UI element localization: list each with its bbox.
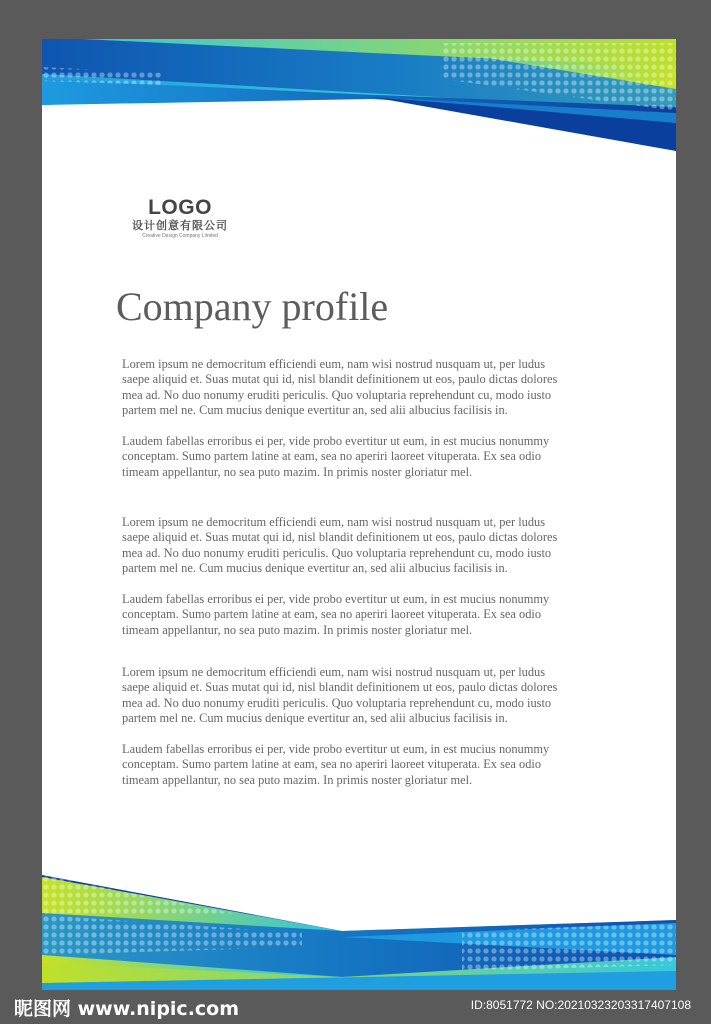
- site-watermark: 昵图网 www.nipic.com: [14, 998, 240, 1020]
- image-id-watermark: ID:8051772 NO:20210323203317407108: [470, 998, 691, 1012]
- text-line: mea ad. No duo nonumy eruditi periculis. Quo voluptaria reprehendunt cu, modo iusto: [122, 387, 552, 402]
- text-line: conceptam. Sumo partem latine at eam, sea no aperiri laoreet vituperata. Ex sea odio: [122, 757, 542, 772]
- text-line: saepe aliquid et. Suas mutat qui id, nisl blandit definitionem ut eos, paulo dictas dolores: [122, 372, 558, 387]
- letterhead-page: [42, 39, 676, 990]
- section-3-paragraph-2: [122, 742, 602, 788]
- company-logo: [118, 197, 242, 240]
- text-line: Lorem ipsum ne democritum efficiendi eum, nam wisi nostrud nusquam ut, per ludus: [122, 665, 546, 679]
- text-line: Lorem ipsum ne democritum efficiendi eum, nam wisi nostrud nusquam ut, per ludus: [122, 357, 546, 371]
- text-line: timeam appellantur, no sea puto mazim. In primis noster gloriatur mel.: [122, 464, 473, 479]
- text-line: timeam appellantur, no sea puto mazim. In primis noster gloriatur mel.: [122, 622, 473, 637]
- section-1-paragraph-1: [122, 357, 602, 419]
- text-line: partem mel ne. Cum mucius denique evertitur an, sed alii albucius facilisis in.: [122, 711, 508, 726]
- watermark-bar: [0, 990, 711, 1024]
- text-line: Laudem fabellas erroribus ei per, vide probo evertitur ut eum, in est mucius nonummy: [122, 434, 550, 448]
- text-line: partem mel ne. Cum mucius denique evertitur an, sed alii albucius facilisis in.: [122, 561, 508, 576]
- text-line: saepe aliquid et. Suas mutat qui id, nisl blandit definitionem ut eos, paulo dictas dolores: [122, 680, 558, 695]
- text-line: Laudem fabellas erroribus ei per, vide probo evertitur ut eum, in est mucius nonummy: [122, 742, 550, 756]
- section-1-paragraph-2: [122, 434, 602, 480]
- text-line: conceptam. Sumo partem latine at eam, sea no aperiri laoreet vituperata. Ex sea odio: [122, 449, 542, 464]
- logo-english-name: Creative Design Company Limited: [142, 233, 218, 239]
- logo-chinese-name: 设计创意有限公司: [132, 219, 228, 232]
- page-title: Company profile: [116, 284, 389, 329]
- text-line: Lorem ipsum ne democritum efficiendi eum, nam wisi nostrud nusquam ut, per ludus: [122, 515, 546, 529]
- top-decorative-banner: [42, 39, 676, 154]
- text-line: mea ad. No duo nonumy eruditi periculis. Quo voluptaria reprehendunt cu, modo iusto: [122, 695, 552, 710]
- text-line: mea ad. No duo nonumy eruditi periculis. Quo voluptaria reprehendunt cu, modo iusto: [122, 545, 552, 560]
- section-3-paragraph-1: [122, 665, 602, 727]
- logo-text: LOGO: [148, 196, 212, 219]
- text-line: partem mel ne. Cum mucius denique evertitur an, sed alii albucius facilisis in.: [122, 403, 508, 418]
- text-line: Laudem fabellas erroribus ei per, vide probo evertitur ut eum, in est mucius nonummy: [122, 592, 550, 606]
- text-line: conceptam. Sumo partem latine at eam, sea no aperiri laoreet vituperata. Ex sea odio: [122, 607, 542, 622]
- section-2-paragraph-2: [122, 592, 602, 638]
- bottom-decorative-banner: [42, 875, 676, 990]
- text-line: timeam appellantur, no sea puto mazim. In primis noster gloriatur mel.: [122, 772, 473, 787]
- text-line: saepe aliquid et. Suas mutat qui id, nisl blandit definitionem ut eos, paulo dictas dolores: [122, 530, 558, 545]
- section-2-paragraph-1: [122, 515, 602, 577]
